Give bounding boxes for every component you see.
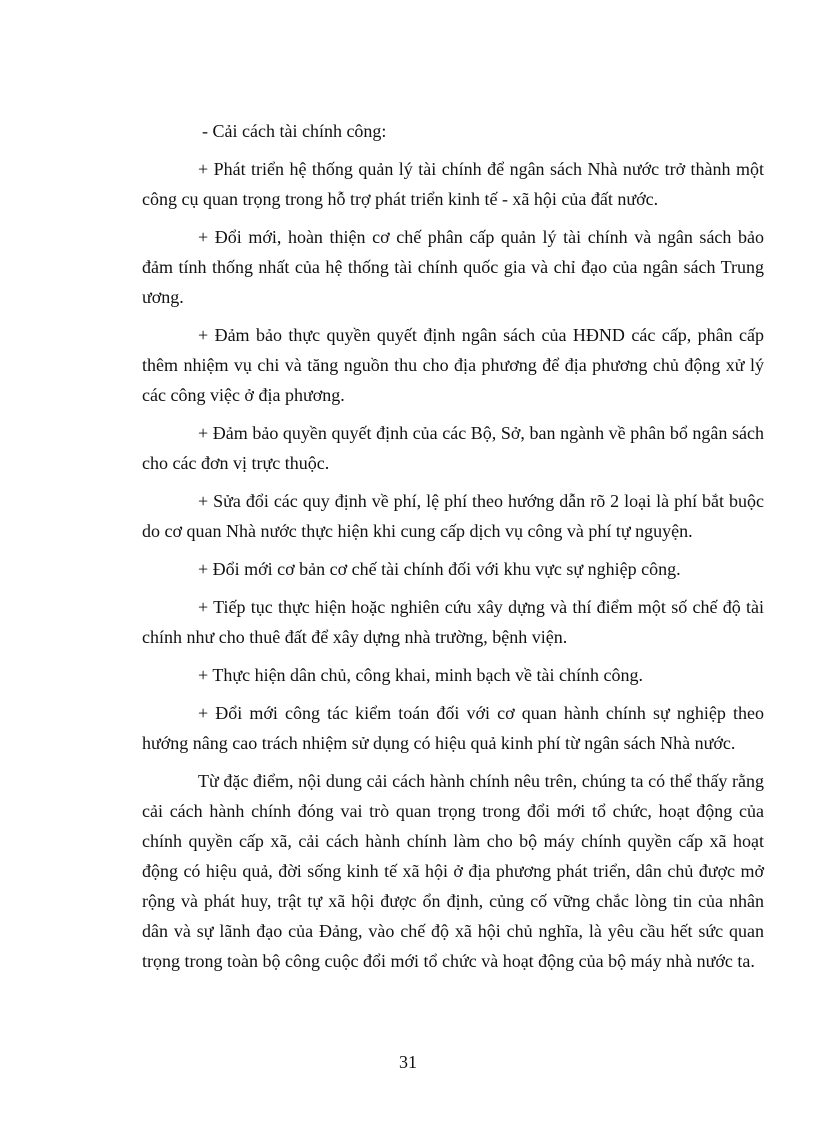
page-number: 31 bbox=[399, 1052, 417, 1072]
paragraph-finance-management-system: + Phát triển hệ thống quản lý tài chính để ngân sách Nhà nước trở thành một công cụ quan trọng trong hỗ trợ phát triển kinh tế - xã hội của đất nước. bbox=[142, 159, 764, 209]
paragraph-transparency: + Thực hiện dân chủ, công khai, minh bạch về tài chính công. bbox=[198, 665, 643, 685]
paragraph-decentralization-mechanism: + Đổi mới, hoàn thiện cơ chế phân cấp quản lý tài chính và ngân sách bảo đảm tính thống nhất của hệ thống tài chính quốc gia và chỉ đạo của ngân sách Trung ương. bbox=[142, 227, 764, 307]
section-heading-public-finance-reform: - Cải cách tài chính công: bbox=[202, 121, 387, 141]
paragraph-fees-regulations: + Sửa đổi các quy định về phí, lệ phí theo hướng dẫn rõ 2 loại là phí bắt buộc do cơ quan Nhà nước thực hiện khi cung cấp dịch vụ công và phí tự nguyện. bbox=[142, 491, 764, 541]
paragraph-conclusion: Từ đặc điểm, nội dung cải cách hành chính nêu trên, chúng ta có thể thấy rằng cải cách hành chính đóng vai trò quan trọng trong đổi mới tổ chức, hoạt động của chính quyền cấp xã, cải cách hành chính làm cho bộ máy chính quyền cấp xã hoạt động có hiệu quả, đời sống kinh tế xã hội ở địa phương phát triển, dân chủ được mở rộng và phát huy, trật tự xã hội được ổn định, củng cố vững chắc lòng tin của nhân dân và sự lãnh đạo của Đảng, vào chế độ xã hội chủ nghĩa, là yêu cầu hết sức quan trọng trong toàn bộ công cuộc đổi mới tổ chức và hoạt động của bộ máy nhà nước ta. bbox=[142, 771, 764, 971]
paragraph-budget-decision-rights-hdnd: + Đảm bảo thực quyền quyết định ngân sách của HĐND các cấp, phân cấp thêm nhiệm vụ chi và tăng nguồn thu cho địa phương để địa phương chủ động xử lý các công việc ở địa phương. bbox=[142, 325, 764, 405]
paragraph-audit-reform: + Đổi mới công tác kiểm toán đối với cơ quan hành chính sự nghiệp theo hướng nâng cao trách nhiệm sử dụng có hiệu quả kinh phí từ ngân sách Nhà nước. bbox=[142, 703, 764, 753]
paragraph-ministry-budget-allocation: + Đảm bảo quyền quyết định của các Bộ, Sở, ban ngành về phân bổ ngân sách cho các đơn vị trực thuộc. bbox=[142, 423, 764, 473]
body-text bbox=[142, 116, 764, 984]
paragraph-public-service-finance: + Đổi mới cơ bản cơ chế tài chính đối với khu vực sự nghiệp công. bbox=[198, 559, 681, 579]
paragraph-pilot-finance-regimes: + Tiếp tục thực hiện hoặc nghiên cứu xây dựng và thí điểm một số chế độ tài chính như cho thuê đất để xây dựng nhà trường, bệnh viện. bbox=[142, 597, 764, 647]
